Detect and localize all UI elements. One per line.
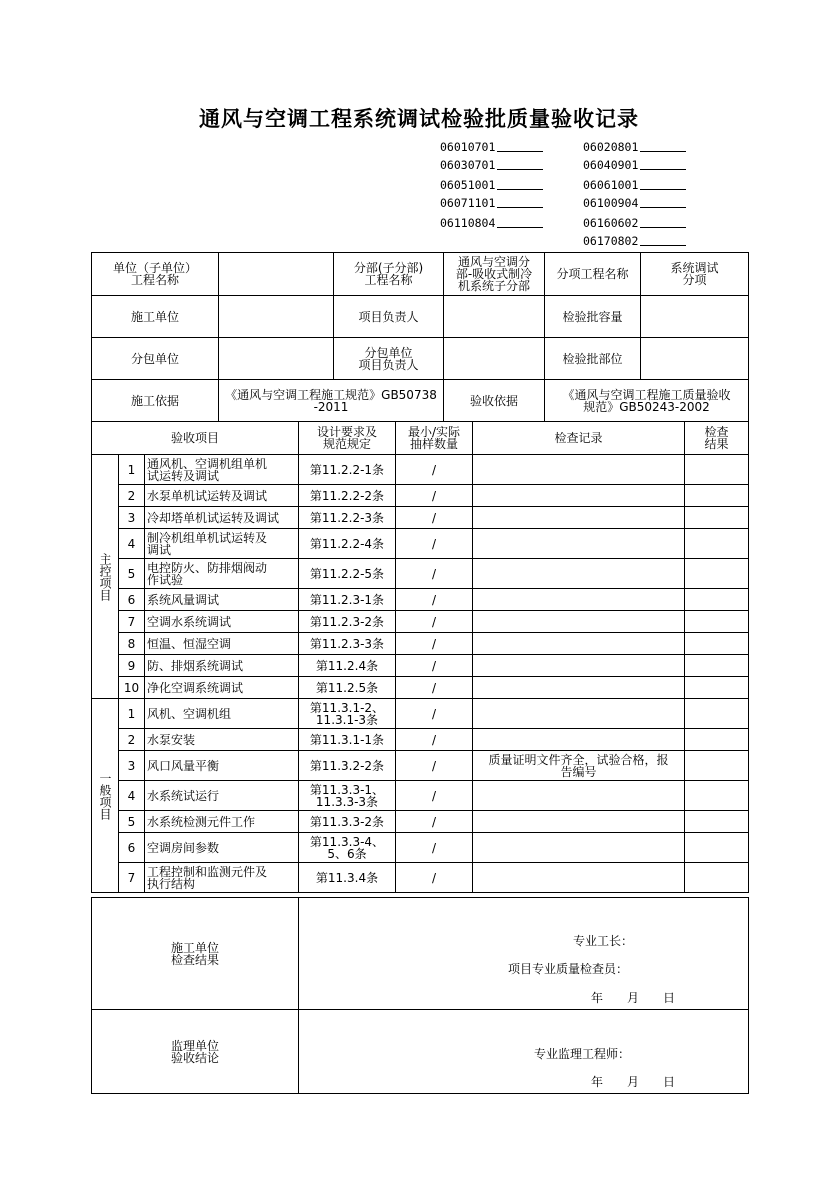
item-record[interactable] bbox=[473, 455, 685, 485]
item-sample: / bbox=[396, 455, 473, 485]
item-result[interactable] bbox=[685, 781, 749, 811]
table-row bbox=[92, 699, 749, 729]
item-sample: / bbox=[396, 699, 473, 729]
item-number: 2 bbox=[119, 485, 145, 507]
contractor-check-area[interactable] bbox=[299, 898, 749, 1010]
table-row bbox=[92, 781, 749, 811]
batch-code-blank[interactable] bbox=[497, 158, 543, 170]
supervisor-check-label: 监理单位 验收结论 bbox=[92, 1010, 299, 1094]
item-name: 风口风量平衡 bbox=[145, 751, 299, 781]
item-record[interactable] bbox=[473, 485, 685, 507]
item-result[interactable] bbox=[685, 729, 749, 751]
item-name: 冷却塔单机试运转及调试 bbox=[145, 507, 299, 529]
foreman-signature-label: 专业工长： bbox=[573, 934, 634, 948]
item-name: 风机、空调机组 bbox=[145, 699, 299, 729]
contractor-date-label: 年 月 日 bbox=[591, 991, 676, 1005]
item-sample: / bbox=[396, 833, 473, 863]
item-result[interactable] bbox=[685, 833, 749, 863]
item-requirement: 第11.2.2-3条 bbox=[299, 507, 396, 529]
acceptance-basis-label: 验收依据 bbox=[444, 380, 545, 422]
item-requirement: 第11.2.2-5条 bbox=[299, 559, 396, 589]
batch-code-blank[interactable] bbox=[640, 234, 686, 246]
batch-code bbox=[440, 196, 543, 210]
batch-code-number: 06030701 bbox=[440, 158, 496, 172]
item-record[interactable] bbox=[473, 833, 685, 863]
item-number: 5 bbox=[119, 559, 145, 589]
sub-project-manager-label: 分包单位 项目负责人 bbox=[334, 338, 444, 380]
item-number: 3 bbox=[119, 507, 145, 529]
construction-basis-label: 施工依据 bbox=[92, 380, 219, 422]
batch-code-number: 06170802 bbox=[583, 234, 639, 248]
division-name-label: 分部(子分部) 工程名称 bbox=[334, 253, 444, 296]
item-requirement: 第11.2.2-1条 bbox=[299, 455, 396, 485]
item-result[interactable] bbox=[685, 529, 749, 559]
batch-code bbox=[583, 216, 686, 230]
acceptance-basis-value: 《通风与空调工程施工质量验收 规范》GB50243-2002 bbox=[545, 380, 749, 422]
item-result[interactable] bbox=[685, 507, 749, 529]
item-record[interactable] bbox=[473, 589, 685, 611]
project-manager-value[interactable] bbox=[444, 296, 545, 338]
batch-code bbox=[583, 178, 686, 192]
batch-code-number: 06160602 bbox=[583, 216, 639, 230]
item-name: 恒温、恒湿空调 bbox=[145, 633, 299, 655]
item-number: 5 bbox=[119, 811, 145, 833]
item-requirement: 第11.2.4条 bbox=[299, 655, 396, 677]
batch-code-number: 06040901 bbox=[583, 158, 639, 172]
batch-code bbox=[440, 178, 543, 192]
item-record[interactable] bbox=[473, 811, 685, 833]
subitem-name-label: 分项工程名称 bbox=[545, 253, 641, 296]
item-sample: / bbox=[396, 611, 473, 633]
item-requirement: 第11.2.3-2条 bbox=[299, 611, 396, 633]
batch-code bbox=[440, 216, 543, 230]
table-row bbox=[92, 655, 749, 677]
item-name: 水泵单机试运转及调试 bbox=[145, 485, 299, 507]
item-number: 3 bbox=[119, 751, 145, 781]
item-requirement: 第11.2.5条 bbox=[299, 677, 396, 699]
page-title: 通风与空调工程系统调试检验批质量验收记录 bbox=[199, 107, 639, 131]
item-requirement: 第11.2.2-4条 bbox=[299, 529, 396, 559]
division-name-value[interactable]: 通风与空调分 部-吸收式制冷 机系统子分部 bbox=[444, 253, 545, 296]
item-number: 2 bbox=[119, 729, 145, 751]
item-name: 防、排烟系统调试 bbox=[145, 655, 299, 677]
main-control-group-label bbox=[92, 455, 119, 699]
group-label-text: 主控项目 bbox=[98, 552, 112, 601]
item-number: 6 bbox=[119, 589, 145, 611]
batch-code-number: 06110804 bbox=[440, 216, 496, 230]
item-record[interactable] bbox=[473, 633, 685, 655]
item-record[interactable] bbox=[473, 529, 685, 559]
contractor-value[interactable] bbox=[219, 296, 334, 338]
item-record[interactable] bbox=[473, 863, 685, 893]
item-sample: / bbox=[396, 781, 473, 811]
batch-code-number: 06100904 bbox=[583, 196, 639, 210]
item-sample: / bbox=[396, 485, 473, 507]
item-number: 9 bbox=[119, 655, 145, 677]
table-row bbox=[92, 529, 749, 559]
supervising-engineer-signature-label: 专业监理工程师： bbox=[534, 1047, 631, 1061]
header-table bbox=[91, 252, 749, 422]
col-header-record: 检查记录 bbox=[473, 422, 685, 455]
batch-code-blank[interactable] bbox=[497, 196, 543, 208]
construction-basis-value: 《通风与空调工程施工规范》GB50738 -2011 bbox=[219, 380, 444, 422]
item-name: 空调水系统调试 bbox=[145, 611, 299, 633]
item-sample: / bbox=[396, 655, 473, 677]
subcontractor-value[interactable] bbox=[219, 338, 334, 380]
table-row bbox=[92, 589, 749, 611]
supervisor-date-label: 年 月 日 bbox=[591, 1075, 676, 1089]
table-row bbox=[92, 455, 749, 485]
item-result[interactable] bbox=[685, 559, 749, 589]
item-number: 6 bbox=[119, 833, 145, 863]
batch-code bbox=[583, 158, 686, 172]
item-result[interactable] bbox=[685, 633, 749, 655]
item-name: 通风机、空调机组单机 试运转及调试 bbox=[145, 455, 299, 485]
batch-code bbox=[440, 158, 543, 172]
group-label-text: 一般项目 bbox=[98, 771, 112, 820]
item-result[interactable] bbox=[685, 611, 749, 633]
item-number: 1 bbox=[119, 455, 145, 485]
item-sample: / bbox=[396, 529, 473, 559]
batch-code-number: 06061001 bbox=[583, 178, 639, 192]
item-record[interactable]: 质量证明文件齐全，试验合格，报 告编号 bbox=[473, 751, 685, 781]
col-header-requirement: 设计要求及 规范规定 bbox=[299, 422, 396, 455]
item-sample: / bbox=[396, 729, 473, 751]
item-sample: / bbox=[396, 507, 473, 529]
item-requirement: 第11.3.1-2、 11.3.1-3条 bbox=[299, 699, 396, 729]
table-row bbox=[92, 751, 749, 781]
batch-location-label: 检验批部位 bbox=[545, 338, 641, 380]
item-number: 7 bbox=[119, 611, 145, 633]
batch-code-blank[interactable] bbox=[497, 216, 543, 228]
batch-code-blank[interactable] bbox=[640, 196, 686, 208]
item-requirement: 第11.2.3-3条 bbox=[299, 633, 396, 655]
item-requirement: 第11.3.1-1条 bbox=[299, 729, 396, 751]
item-number: 8 bbox=[119, 633, 145, 655]
item-name: 水泵安装 bbox=[145, 729, 299, 751]
project-manager-label: 项目负责人 bbox=[334, 296, 444, 338]
item-name: 水系统试运行 bbox=[145, 781, 299, 811]
item-record[interactable] bbox=[473, 699, 685, 729]
quality-inspector-signature-label: 项目专业质量检查员： bbox=[508, 962, 629, 976]
item-name: 水系统检测元件工作 bbox=[145, 811, 299, 833]
item-name: 电控防火、防排烟阀动 作试验 bbox=[145, 559, 299, 589]
batch-code-blank[interactable] bbox=[497, 140, 543, 152]
batch-code-number: 06051001 bbox=[440, 178, 496, 192]
item-sample: / bbox=[396, 863, 473, 893]
batch-code bbox=[583, 140, 686, 154]
item-name: 净化空调系统调试 bbox=[145, 677, 299, 699]
sub-project-manager-value[interactable] bbox=[444, 338, 545, 380]
item-sample: / bbox=[396, 751, 473, 781]
item-number: 4 bbox=[119, 781, 145, 811]
batch-code bbox=[583, 196, 686, 210]
item-result[interactable] bbox=[685, 589, 749, 611]
table-row bbox=[92, 729, 749, 751]
general-group-label bbox=[92, 699, 119, 893]
item-number: 7 bbox=[119, 863, 145, 893]
item-requirement: 第11.3.2-2条 bbox=[299, 751, 396, 781]
item-requirement: 第11.3.3-4、 5、6条 bbox=[299, 833, 396, 863]
unit-name-value[interactable] bbox=[219, 253, 334, 296]
item-result[interactable] bbox=[685, 811, 749, 833]
batch-code-number: 06010701 bbox=[440, 140, 496, 154]
table-row bbox=[92, 611, 749, 633]
batch-code-number: 06020801 bbox=[583, 140, 639, 154]
item-record[interactable] bbox=[473, 655, 685, 677]
item-name: 工程控制和监测元件及 执行结构 bbox=[145, 863, 299, 893]
subcontractor-label: 分包单位 bbox=[92, 338, 219, 380]
table-row bbox=[92, 863, 749, 893]
item-name: 空调房间参数 bbox=[145, 833, 299, 863]
item-result[interactable] bbox=[685, 485, 749, 507]
col-header-item: 验收项目 bbox=[92, 422, 299, 455]
item-record[interactable] bbox=[473, 507, 685, 529]
batch-capacity-label: 检验批容量 bbox=[545, 296, 641, 338]
batch-code-blank[interactable] bbox=[640, 216, 686, 228]
item-record[interactable] bbox=[473, 677, 685, 699]
table-row bbox=[92, 485, 749, 507]
unit-name-label: 单位（子单位） 工程名称 bbox=[92, 253, 219, 296]
item-sample: / bbox=[396, 559, 473, 589]
table-row bbox=[92, 677, 749, 699]
batch-location-value[interactable] bbox=[641, 338, 749, 380]
item-result[interactable] bbox=[685, 455, 749, 485]
item-result[interactable] bbox=[685, 863, 749, 893]
batch-code bbox=[583, 234, 686, 248]
item-record[interactable] bbox=[473, 729, 685, 751]
item-result[interactable] bbox=[685, 677, 749, 699]
item-result[interactable] bbox=[685, 655, 749, 677]
table-row bbox=[92, 811, 749, 833]
col-header-sample: 最小/实际 抽样数量 bbox=[396, 422, 473, 455]
contractor-check-label: 施工单位 检查结果 bbox=[92, 898, 299, 1010]
contractor-label: 施工单位 bbox=[92, 296, 219, 338]
item-name: 系统风量调试 bbox=[145, 589, 299, 611]
supervisor-check-area[interactable] bbox=[299, 1010, 749, 1094]
inspection-items-table bbox=[91, 421, 749, 893]
table-row bbox=[92, 559, 749, 589]
item-name: 制冷机组单机试运转及 调试 bbox=[145, 529, 299, 559]
item-number: 10 bbox=[119, 677, 145, 699]
batch-code-blank[interactable] bbox=[497, 178, 543, 190]
item-sample: / bbox=[396, 811, 473, 833]
item-requirement: 第11.3.3-1、 11.3.3-3条 bbox=[299, 781, 396, 811]
item-number: 1 bbox=[119, 699, 145, 729]
item-sample: / bbox=[396, 633, 473, 655]
item-requirement: 第11.3.4条 bbox=[299, 863, 396, 893]
subitem-name-value[interactable]: 系统调试 分项 bbox=[641, 253, 749, 296]
item-requirement: 第11.2.2-2条 bbox=[299, 485, 396, 507]
item-record[interactable] bbox=[473, 611, 685, 633]
batch-code-blank[interactable] bbox=[640, 158, 686, 170]
batch-code-number: 06071101 bbox=[440, 196, 496, 210]
batch-code-blank[interactable] bbox=[640, 140, 686, 152]
table-row bbox=[92, 507, 749, 529]
col-header-result: 检查 结果 bbox=[685, 422, 749, 455]
item-record[interactable] bbox=[473, 559, 685, 589]
item-number: 4 bbox=[119, 529, 145, 559]
item-result[interactable] bbox=[685, 751, 749, 781]
item-requirement: 第11.2.3-1条 bbox=[299, 589, 396, 611]
item-sample: / bbox=[396, 589, 473, 611]
item-requirement: 第11.3.3-2条 bbox=[299, 811, 396, 833]
batch-code bbox=[440, 140, 543, 154]
batch-code-blank[interactable] bbox=[640, 178, 686, 190]
batch-capacity-value[interactable] bbox=[641, 296, 749, 338]
item-result[interactable] bbox=[685, 699, 749, 729]
item-sample: / bbox=[396, 677, 473, 699]
table-row bbox=[92, 633, 749, 655]
item-record[interactable] bbox=[473, 781, 685, 811]
table-row bbox=[92, 833, 749, 863]
column-header-row bbox=[92, 422, 749, 455]
